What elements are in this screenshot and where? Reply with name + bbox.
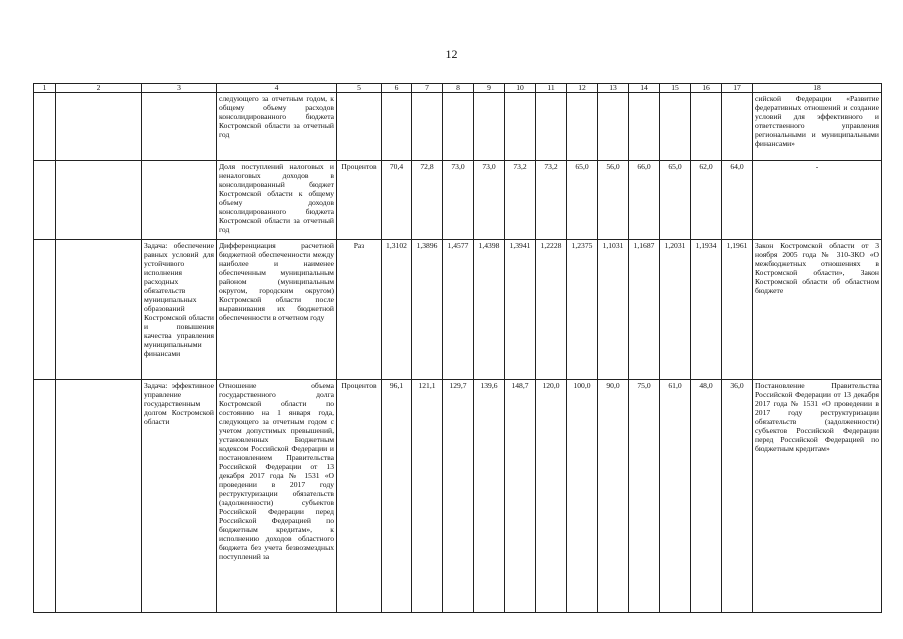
value-cell: 56,0 xyxy=(598,161,629,240)
value-cell: 139,6 xyxy=(474,380,505,613)
table-row xyxy=(34,240,882,380)
value-cell: 61,0 xyxy=(660,380,691,613)
indicator-cell: Доля поступлений налоговых и неналоговых доходов в консолидированный бюджет Костромской области к общему объему доходов консолидированного бюджета Костромской области за отчетный год xyxy=(217,161,337,240)
task-cell: Задача: обеспечение равных условий для устойчивого исполнения расходных обязательств муниципальных образований Костромской области и повышения качества управления муниципальными финансами xyxy=(142,240,217,380)
header-cell: 2 xyxy=(56,84,142,93)
value-cell: 1,2228 xyxy=(536,240,567,380)
value-cell xyxy=(382,93,412,161)
value-cell: 73,2 xyxy=(536,161,567,240)
value-cell: 73,0 xyxy=(474,161,505,240)
goal-cell xyxy=(56,161,142,240)
header-cell: 6 xyxy=(382,84,412,93)
value-cell: 96,1 xyxy=(382,380,412,613)
value-cell xyxy=(474,93,505,161)
value-cell xyxy=(412,93,443,161)
value-cell xyxy=(660,93,691,161)
value-cell xyxy=(722,93,753,161)
table-header-row xyxy=(34,84,882,93)
value-cell: 48,0 xyxy=(691,380,722,613)
indicator-cell: следующего за отчетным годом, к общему объему расходов консолидированного бюджета Костромской области за отчетный год xyxy=(217,93,337,161)
value-cell: 36,0 xyxy=(722,380,753,613)
value-cell: 1,4398 xyxy=(474,240,505,380)
row-number-cell xyxy=(34,380,56,613)
value-cell: 1,1687 xyxy=(629,240,660,380)
header-cell: 3 xyxy=(142,84,217,93)
legal-basis-cell: сийской Федерации «Развитие федеративных отношений и создание условий для эффективного и ответственного управления региональными и муниципальными финансами» xyxy=(753,93,882,161)
value-cell xyxy=(505,93,536,161)
header-cell: 18 xyxy=(753,84,882,93)
value-cell: 121,1 xyxy=(412,380,443,613)
value-cell: 120,0 xyxy=(536,380,567,613)
header-cell: 14 xyxy=(629,84,660,93)
header-cell: 11 xyxy=(536,84,567,93)
legal-basis-cell: Закон Костромской области от 3 ноября 2005 года № 310-ЗКО «О межбюджетных отношениях в Костромской области», Закон Костромской области об областном бюджете xyxy=(753,240,882,380)
indicators-table xyxy=(33,83,882,613)
goal-cell xyxy=(56,240,142,380)
value-cell: 1,1934 xyxy=(691,240,722,380)
task-cell: Задача: эффективное управление государственным долгом Костромской области xyxy=(142,380,217,613)
value-cell xyxy=(567,93,598,161)
row-number-cell xyxy=(34,161,56,240)
value-cell: 129,7 xyxy=(443,380,474,613)
legal-basis-cell: - xyxy=(753,161,882,240)
value-cell: 73,2 xyxy=(505,161,536,240)
value-cell: 65,0 xyxy=(660,161,691,240)
header-cell: 12 xyxy=(567,84,598,93)
row-number-cell xyxy=(34,240,56,380)
value-cell xyxy=(598,93,629,161)
value-cell: 75,0 xyxy=(629,380,660,613)
header-cell: 16 xyxy=(691,84,722,93)
value-cell: 70,4 xyxy=(382,161,412,240)
value-cell: 1,3102 xyxy=(382,240,412,380)
table-row xyxy=(34,93,882,161)
header-cell: 17 xyxy=(722,84,753,93)
value-cell xyxy=(536,93,567,161)
goal-cell xyxy=(56,380,142,613)
table-row xyxy=(34,380,882,613)
indicator-cell: Дифференциация расчетной бюджетной обеспеченности между наиболее и наименее обеспеченным муниципальным районом (муниципальным округом, городским округом) Костромской области после выравнивания их бюджетной обеспеченности в отчетном году xyxy=(217,240,337,380)
unit-cell xyxy=(337,93,382,161)
goal-cell xyxy=(56,93,142,161)
header-cell: 10 xyxy=(505,84,536,93)
unit-cell: Процентов xyxy=(337,161,382,240)
header-cell: 1 xyxy=(34,84,56,93)
legal-basis-cell: Постановление Правительства Российской Федерации от 13 декабря 2017 года № 1531 «О проведении в 2017 году реструктуризации обязательств (задолженности) субъектов Российской Федерации перед Российской Федерацией по бюджетным кредитам» xyxy=(753,380,882,613)
value-cell: 1,2375 xyxy=(567,240,598,380)
value-cell: 1,2031 xyxy=(660,240,691,380)
header-cell: 4 xyxy=(217,84,337,93)
value-cell: 1,1961 xyxy=(722,240,753,380)
value-cell: 64,0 xyxy=(722,161,753,240)
value-cell: 90,0 xyxy=(598,380,629,613)
value-cell: 1,3941 xyxy=(505,240,536,380)
header-cell: 7 xyxy=(412,84,443,93)
header-cell: 8 xyxy=(443,84,474,93)
value-cell: 72,8 xyxy=(412,161,443,240)
value-cell xyxy=(691,93,722,161)
value-cell: 100,0 xyxy=(567,380,598,613)
value-cell: 148,7 xyxy=(505,380,536,613)
value-cell: 1,3896 xyxy=(412,240,443,380)
header-cell: 9 xyxy=(474,84,505,93)
unit-cell: Процентов xyxy=(337,380,382,613)
value-cell: 66,0 xyxy=(629,161,660,240)
unit-cell: Раз xyxy=(337,240,382,380)
table-row xyxy=(34,161,882,240)
value-cell xyxy=(629,93,660,161)
value-cell: 65,0 xyxy=(567,161,598,240)
header-cell: 13 xyxy=(598,84,629,93)
row-number-cell xyxy=(34,93,56,161)
header-cell: 5 xyxy=(337,84,382,93)
page-number: 12 xyxy=(445,47,458,61)
task-cell xyxy=(142,93,217,161)
task-cell xyxy=(142,161,217,240)
header-cell: 15 xyxy=(660,84,691,93)
value-cell: 73,0 xyxy=(443,161,474,240)
value-cell: 62,0 xyxy=(691,161,722,240)
value-cell: 1,1031 xyxy=(598,240,629,380)
value-cell: 1,4577 xyxy=(443,240,474,380)
value-cell xyxy=(443,93,474,161)
indicator-cell: Отношение объема государственного долга Костромской области по состоянию на 1 января года, следующего за отчетным годом с учетом допустимых превышений, установленных Бюджетным кодексом Российской Федерации и постановлением Правительства Российской Федерации от 13 декабря 2017 года № 1531 «О проведении в 2017 году реструктуризации обязательств (задолженности) субъектов Российской Федерации перед Российской Федерацией по бюджетным кредитам», к исполнению доходов областного бюджета без учета безвозмездных поступлений за xyxy=(217,380,337,613)
